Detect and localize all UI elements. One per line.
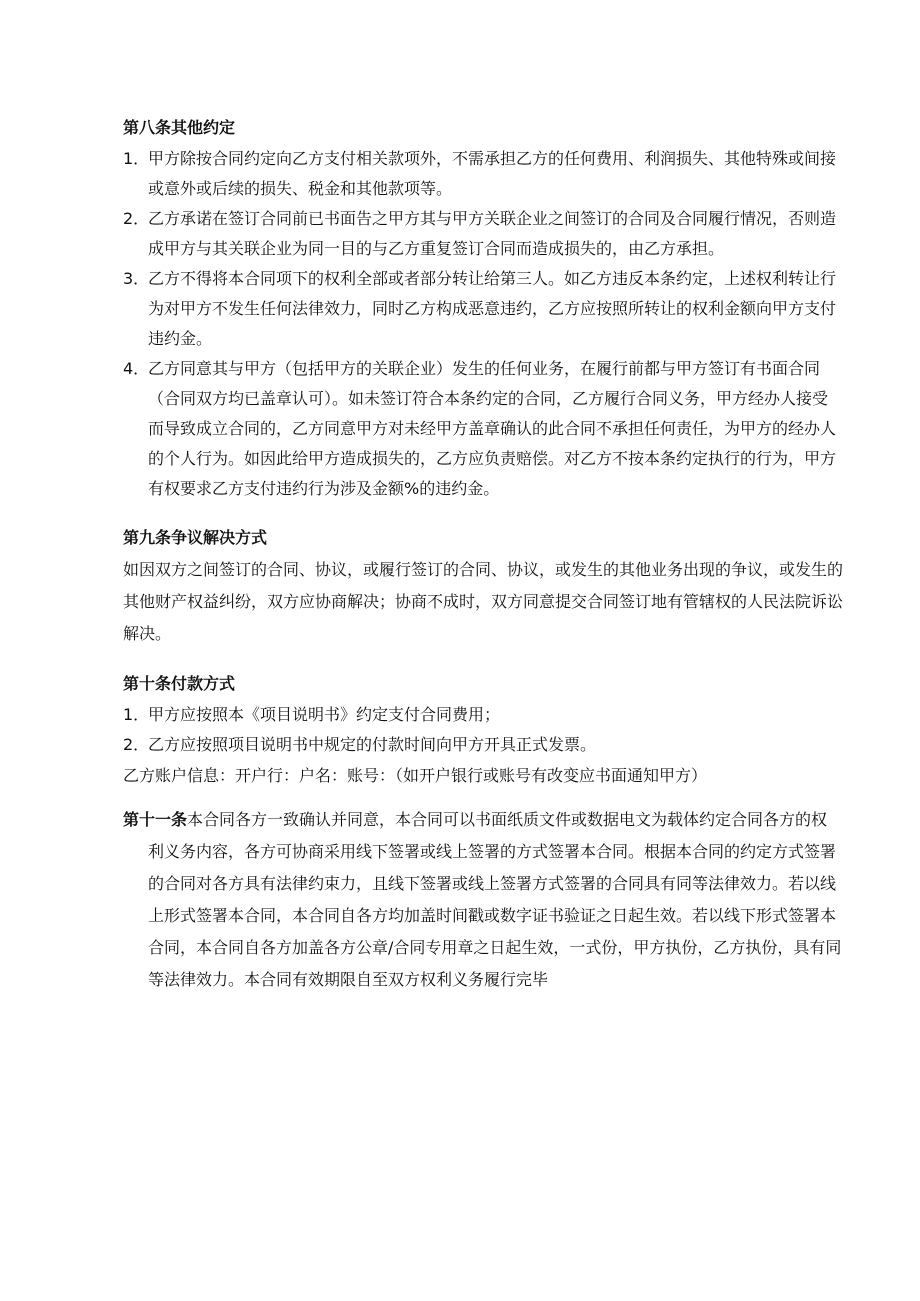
article-10-item-1 (123, 700, 843, 730)
article-8-item-3 (123, 264, 843, 354)
item-text: 乙方应按照项目说明书中规定的付款时间向甲方开具正式发票。 (148, 735, 597, 754)
article-10-title: 第十条付款方式 (123, 674, 236, 693)
spacer (123, 504, 843, 522)
account-info: 乙方账户信息：开户行：户名：账号：（如开户银行或账号有改变应书面通知甲方） (123, 766, 708, 785)
article-11-text: 本合同各方一致确认并同意，本合同可以书面纸质文件或数据电文为载体约定合同各方的权利义务内容，各方可协商采用线下签署或线上签署的方式签署本合同。根据本合同的约定方式签署的合同对各方具有法律约束力，且线下签署或线上签署方式签署的合同具有同等法律效力。若以线上形式签署本合同，本合同自各方均加盖时间戳或数字证书验证之日起生效。若以线下形式签署本合同，本合同自各方加盖各方公章/合同专用章之日起生效，一式份，甲方执份，乙方执份，具有同等法律效力。本合同有效期限自至双方权利义务履行完毕 (148, 810, 842, 989)
item-text: 甲方应按照本《项目说明书》约定支付合同费用； (148, 705, 501, 724)
item-text: 乙方不得将本合同项下的权利全部或者部分转让给第三人。如乙方违反本条约定，上述权利转让行为对甲方不发生任何法律效力，同时乙方构成恶意违约，乙方应按照所转让的权利金额向甲方支付违约金。 (148, 269, 837, 348)
article-11 (123, 804, 843, 996)
article-8-item-2 (123, 204, 843, 264)
article-11-lead: 第十一条 (123, 810, 188, 829)
item-number: 3． (123, 269, 150, 288)
article-8-item-1 (123, 144, 843, 204)
article-8-title: 第八条其他约定 (123, 118, 236, 137)
article-9-text: 如因双方之间签订的合同、协议，或履行签订的合同、协议，或发生的其他业务出现的争议，或发生的其他财产权益纠纷，双方应协商解决；协商不成时，双方同意提交合同签订地有管辖权的人民法院诉讼解决。 (123, 560, 844, 643)
spacer (123, 792, 843, 804)
item-text: 乙方同意其与甲方（包括甲方的关联企业）发生的任何业务，在履行前都与甲方签订有书面合同（合同双方均已盖章认可）。如未签订符合本条约定的合同，乙方履行合同义务，甲方经办人接受而导致成立合同的，乙方同意甲方对未经甲方盖章确认的此合同不承担任何责任，为甲方的经办人的个人行为。如因此给甲方造成损失的，乙方应负责赔偿。对乙方不按本条约定执行的行为，甲方有权要求乙方支付违约行为涉及金额%的违约金。 (148, 359, 837, 498)
article-10-item-2 (123, 730, 843, 760)
article-9-title: 第九条争议解决方式 (123, 528, 268, 547)
item-number: 2． (123, 735, 150, 754)
spacer (123, 650, 843, 668)
item-number: 1． (123, 149, 150, 168)
item-text: 甲方除按合同约定向乙方支付相关款项外，不需承担乙方的任何费用、利润损失、其他特殊或间接或意外或后续的损失、税金和其他款项等。 (148, 149, 837, 198)
contract-page (123, 112, 843, 996)
item-number: 2． (123, 209, 150, 228)
item-number: 4． (123, 359, 150, 378)
article-8-item-4 (123, 354, 843, 504)
item-text: 乙方承诺在签订合同前已书面告之甲方其与甲方关联企业之间签订的合同及合同履行情况，否则造成甲方与其关联企业为同一目的与乙方重复签订合同而造成损失的，由乙方承担。 (148, 209, 837, 258)
item-number: 1． (123, 705, 150, 724)
